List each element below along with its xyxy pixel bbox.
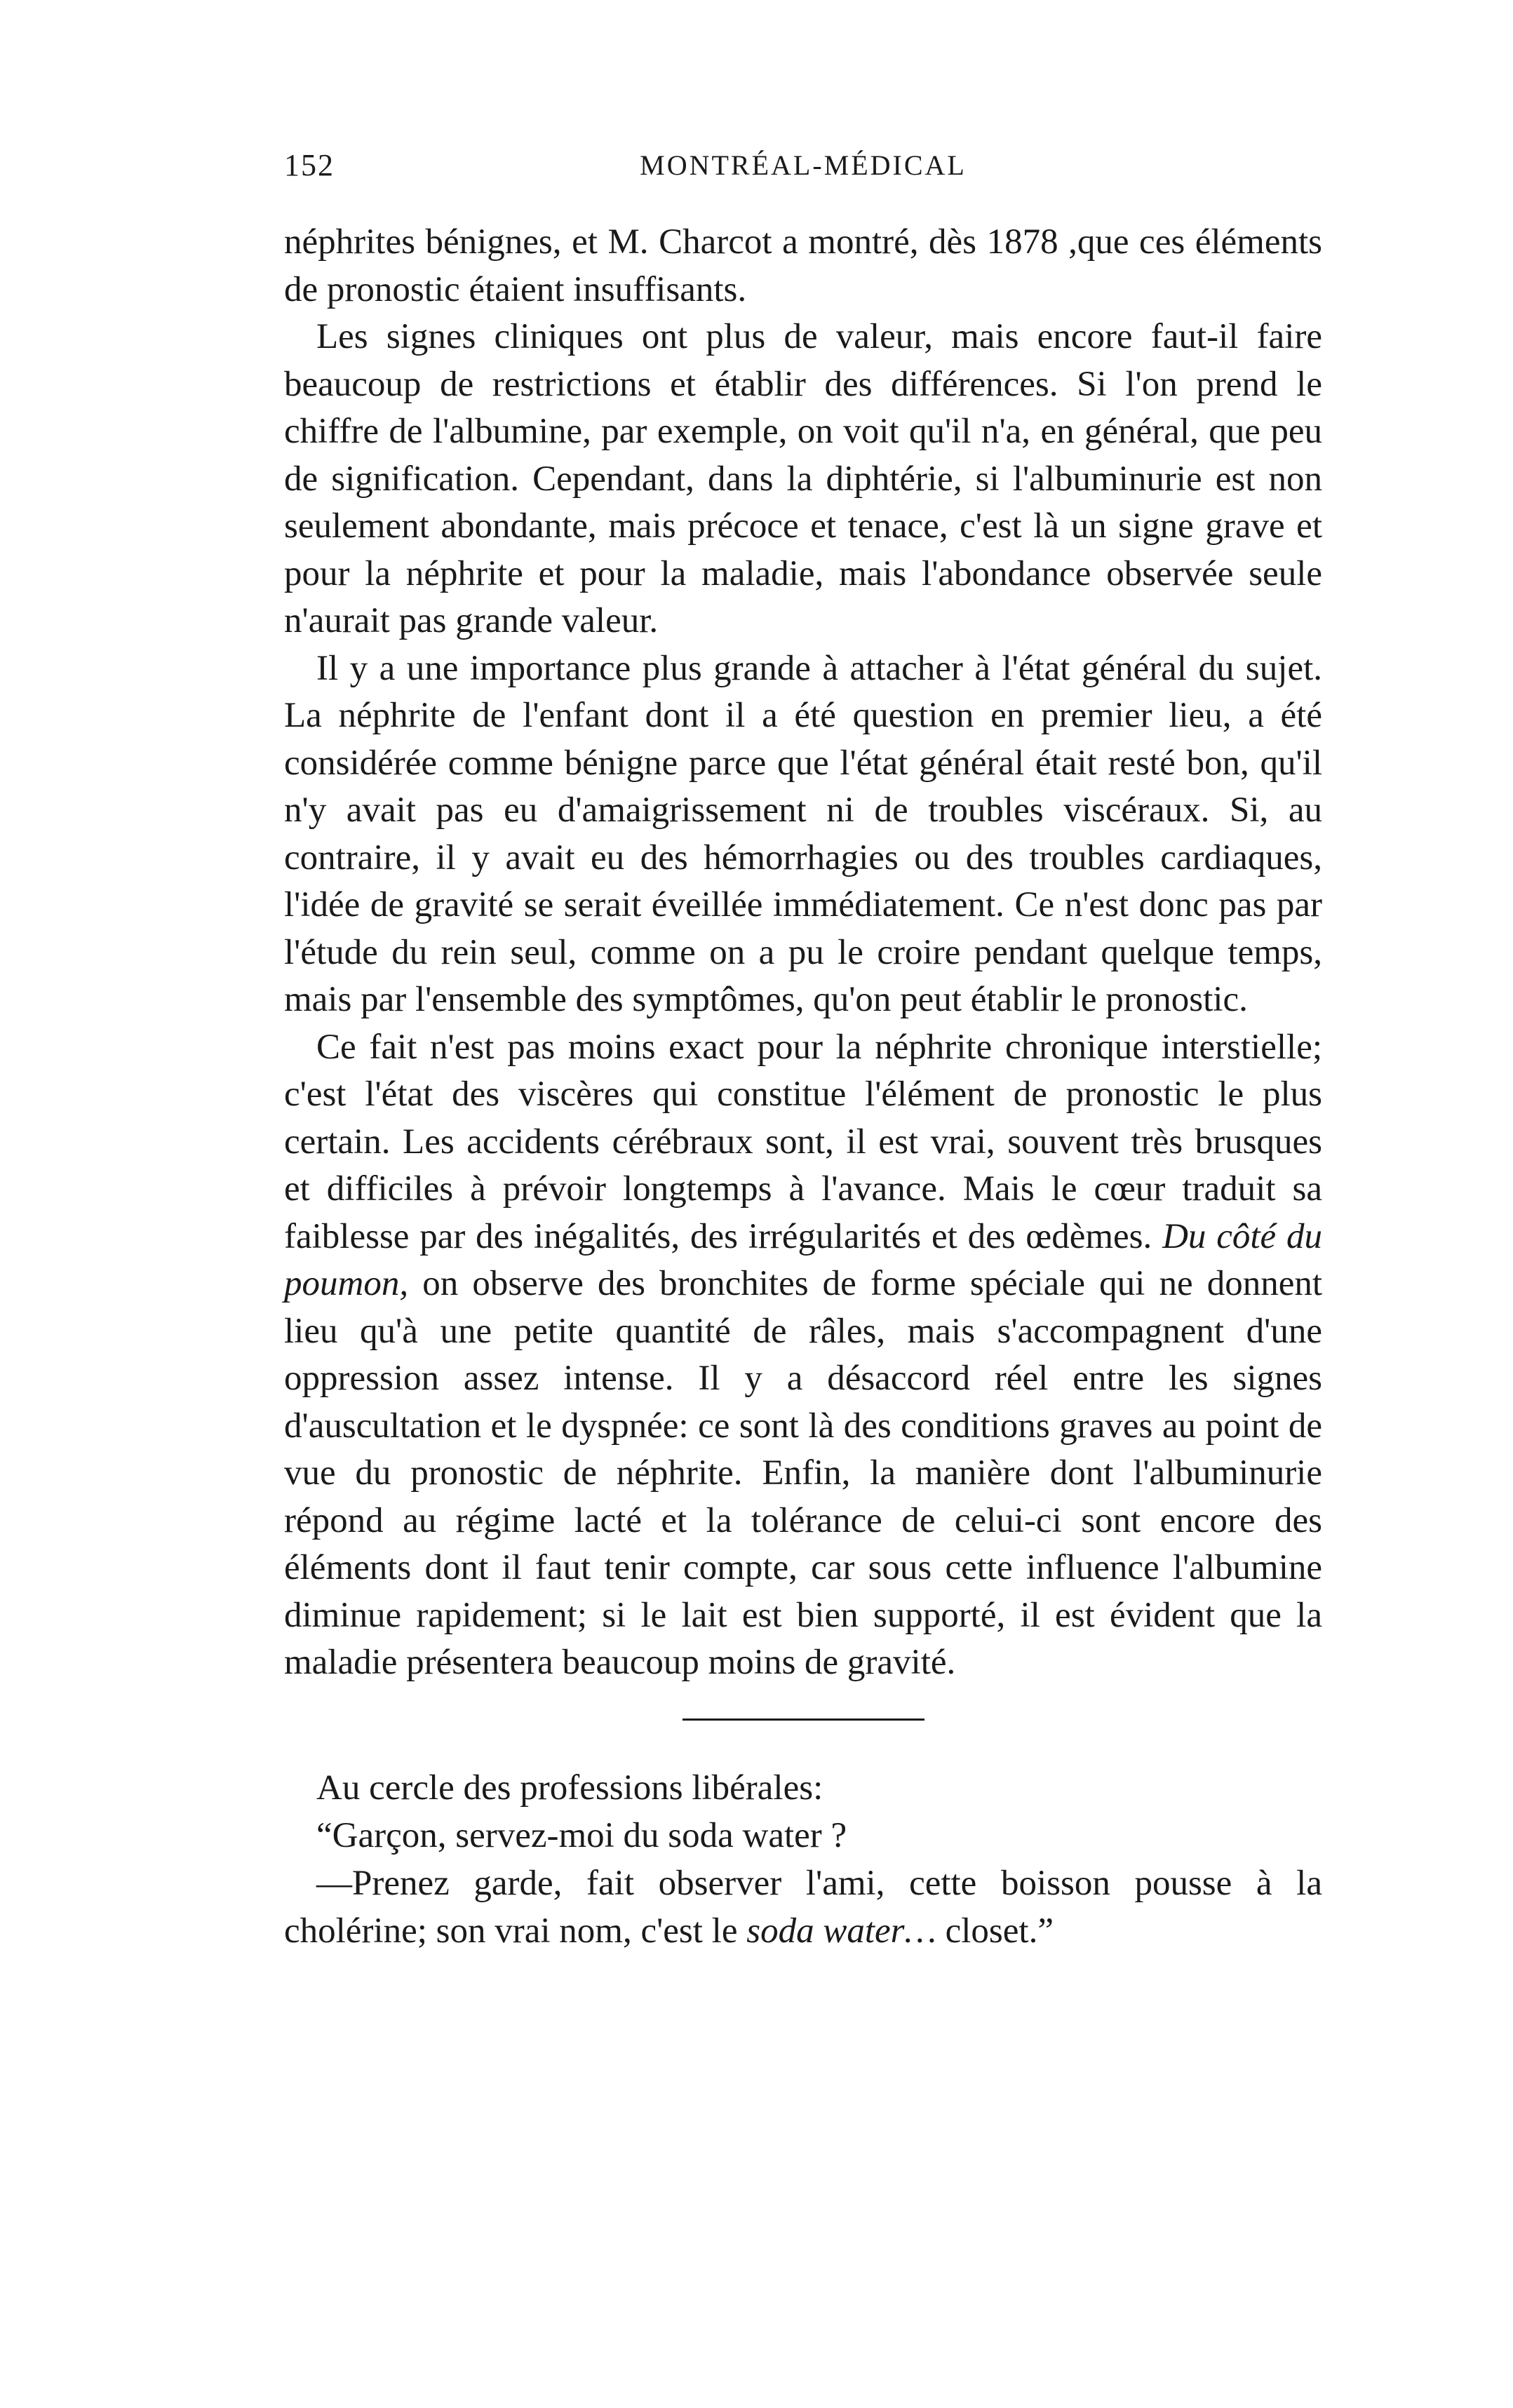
article-body	[284, 219, 1322, 1687]
running-header	[284, 133, 1322, 182]
anecdote-line-1: Au cercle des professions libérales:	[316, 1768, 823, 1808]
anecdote-line-3-end: closet.”	[936, 1911, 1054, 1951]
page-number: 152	[284, 148, 335, 182]
paragraph-4-italic: Du côté du poumon,	[284, 1216, 1322, 1303]
anecdote	[284, 1764, 1322, 1955]
document-page	[284, 133, 1322, 1955]
anecdote-line-3-text: —Prenez garde, fait observer l'ami, cette boisson pousse à la cholérine; son vrai nom, c'est le	[284, 1863, 1322, 1951]
paragraph-2: Les signes cliniques ont plus de valeur, mais encore faut-il faire beaucoup de restrictions et établir des différences. Si l'on prend le chiffre de l'albumine, par exemple, on voit qu'il n'a, en général, que peu de signification. Cependant, dans la diphtérie, si l'albuminurie est non seulement abondante, mais précoce et tenace, c'est là un signe grave et pour la néphrite et pour la maladie, mais l'abondance observée seule n'aurait pas grande valeur.	[284, 317, 1322, 640]
anecdote-line-2: “Garçon, servez-moi du soda water ?	[316, 1815, 847, 1855]
anecdote-line-3	[284, 1859, 1322, 1955]
section-separator	[682, 1718, 924, 1721]
anecdote-italic: soda water…	[746, 1911, 936, 1951]
paragraph-1: néphrites bénignes, et M. Charcot a montré, dès 1878 ,que ces éléments de pronostic étaient insuffisants.	[284, 222, 1322, 309]
paragraph-4	[284, 1024, 1322, 1687]
paragraph-4-text-a: Ce fait n'est pas moins exact pour la néphrite chronique interstielle; c'est l'état des viscères qui constitue l'élément de pronostic le plus certain. Les accidents cérébraux sont, il est vrai, souvent très brusques et difficiles à prévoir longtemps à l'avance. Mais le cœur traduit sa faiblesse par des inégalités, des irrégularités et des œdèmes.	[284, 1027, 1322, 1256]
paragraph-4-text-c: on observe des bronchites de forme spéciale qui ne donnent lieu qu'à une petite quantité de râles, mais s'accompagnent d'une oppression assez intense. Il y a désaccord réel entre les signes d'auscultation et le dyspnée: ce sont là des conditions graves au point de vue du pronostic de néphrite. Enfin, la manière dont l'albuminurie répond au régime lacté et la tolérance de celui-ci sont encore des éléments dont il faut tenir compte, car sous cette influence l'albumine diminue rapidement; si le lait est bien supporté, il est évident que la maladie présentera beaucoup moins de gravité.	[284, 1264, 1322, 1682]
paragraph-3: Il y a une importance plus grande à attacher à l'état général du sujet. La néphrite de l'enfant dont il a été question en premier lieu, a été considérée comme bénigne parce que l'état général était resté bon, qu'il n'y avait pas eu d'amaigrissement ni de troubles viscéraux. Si, au contraire, il y avait eu des hémorrhagies ou des troubles cardiaques, l'idée de gravité se serait éveillée immédiatement. Ce n'est donc pas par l'étude du rein seul, comme on a pu le croire pendant quelque temps, mais par l'ensemble des symptômes, qu'on peut établir le pronostic.	[284, 648, 1322, 1019]
journal-title: MONTRÉAL-MÉDICAL	[640, 149, 967, 181]
